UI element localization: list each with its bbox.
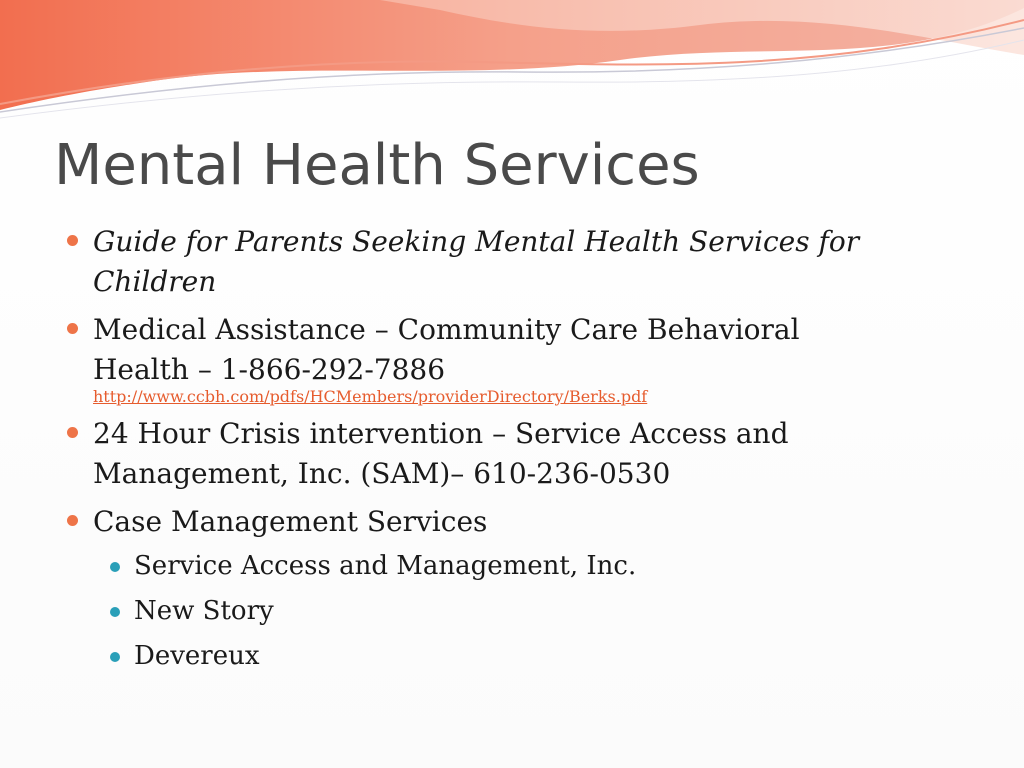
bullet-text-line: Management, Inc. (SAM)– 610-236-0530	[93, 457, 671, 490]
sub-bullet-item	[109, 589, 964, 634]
bullet-item-parent-guide	[64, 222, 964, 302]
bullet-dot-icon	[67, 427, 78, 438]
sub-bullet-text: New Story	[134, 596, 274, 626]
sub-bullet-item	[109, 544, 964, 589]
sub-bullet-item	[109, 634, 964, 679]
sub-bullet-dot-icon	[110, 607, 120, 617]
slide-content	[64, 222, 964, 687]
sub-bullet-list	[93, 544, 964, 679]
header-wave-decoration	[0, 0, 1024, 130]
bullet-text-line: Health – 1-866-292-7886	[93, 353, 446, 386]
bullet-text-line: 24 Hour Crisis intervention – Service Access and	[93, 417, 789, 450]
bullet-text-line: Medical Assistance – Community Care Behavioral	[93, 313, 800, 346]
bullet-text-line: Case Management Services	[93, 505, 488, 538]
sub-bullet-dot-icon	[110, 562, 120, 572]
bullet-text-line: Guide for Parents Seeking Mental Health Services for	[93, 225, 860, 258]
bullet-list	[64, 222, 964, 679]
bullet-item-medical-assistance	[64, 310, 964, 406]
bullet-item-crisis-intervention	[64, 414, 964, 494]
provider-directory-link[interactable]: http://www.ccbh.com/pdfs/HCMembers/providerDirectory/Berks.pdf	[93, 387, 648, 406]
sub-bullet-dot-icon	[110, 652, 120, 662]
bullet-dot-icon	[67, 515, 78, 526]
sub-bullet-text: Service Access and Management, Inc.	[134, 551, 637, 581]
sub-bullet-text: Devereux	[134, 641, 260, 671]
bullet-dot-icon	[67, 235, 78, 246]
bullet-dot-icon	[67, 323, 78, 334]
bullet-text-line: Children	[93, 265, 217, 298]
slide-title: Mental Health Services	[54, 133, 700, 198]
bullet-item-case-management	[64, 502, 964, 679]
